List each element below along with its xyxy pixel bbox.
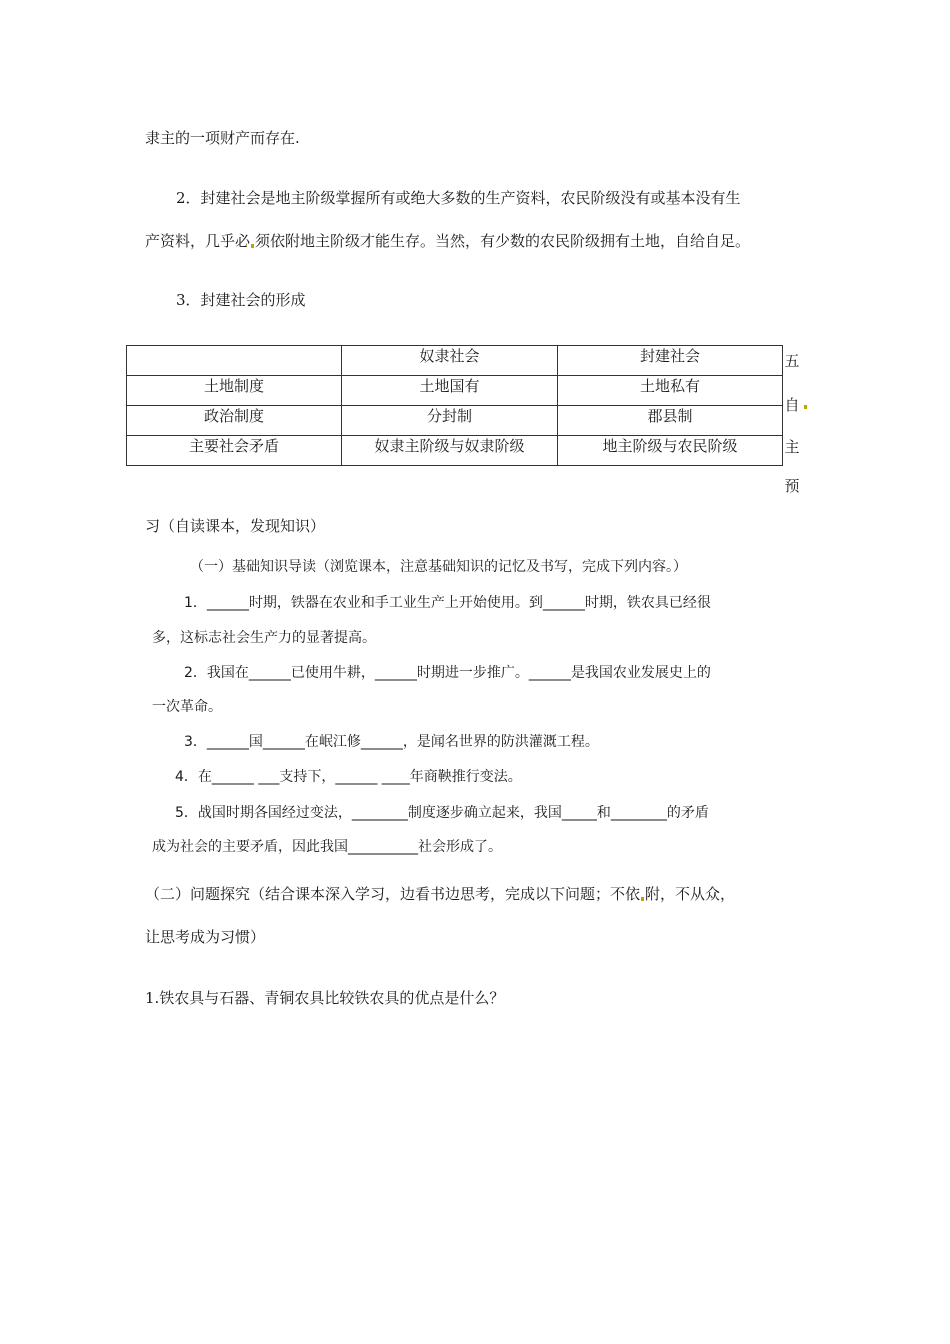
question-2-line-2: 一次革命。 xyxy=(152,699,222,715)
paragraph-2-line-1: 2．封建社会是地主阶级掌握所有或绝大多数的生产资料，农民阶级没有或基本没有生 xyxy=(176,189,741,207)
marker-dot-icon xyxy=(251,244,254,248)
table-cell: 土地私有 xyxy=(558,376,783,406)
self-study-heading-rest: 习（自读课本，发现知识） xyxy=(145,517,326,535)
side-char-3: 主 xyxy=(784,438,800,456)
table-cell: 地主阶级与农民阶级 xyxy=(558,436,783,466)
question-1-line-2: 多，这标志社会生产力的显著提高。 xyxy=(152,630,376,646)
paragraph-2-line-2-part-b: 须依附地主阶级才能生存。当然，有少数的农民阶级拥有土地，自给自足。 xyxy=(255,232,751,250)
side-char-2: 自 xyxy=(784,396,800,414)
table-row xyxy=(127,436,783,466)
table-header-cell xyxy=(127,346,342,376)
table-cell: 奴隶主阶级与奴隶阶级 xyxy=(342,436,558,466)
paragraph-2-line-2-part-a: 产资料，几乎必 xyxy=(145,232,251,250)
side-char-4: 预 xyxy=(784,477,800,495)
question-2-line-1: 2．我国在______已使用牛耕，______时期进一步推广。______是我国农业发展史上的 xyxy=(184,665,711,681)
marker-dot-icon xyxy=(804,405,807,409)
table-cell: 土地国有 xyxy=(342,376,558,406)
table-header-cell: 奴隶社会 xyxy=(342,346,558,376)
table-row xyxy=(127,376,783,406)
table-cell: 政治制度 xyxy=(127,406,342,436)
table-row xyxy=(127,406,783,436)
table-header-row xyxy=(127,346,783,376)
section-1-title: （一）基础知识导读（浏览课本，注意基础知识的记忆及书写，完成下列内容。） xyxy=(190,559,687,575)
table-cell: 土地制度 xyxy=(127,376,342,406)
section-2-line-2: 让思考成为习惯） xyxy=(145,928,266,946)
question-1-line-1: 1．______时期，铁器在农业和手工业生产上开始使用。到______时期，铁农具已经很 xyxy=(184,595,711,611)
table-cell: 分封制 xyxy=(342,406,558,436)
question-3: 3．______国______在岷江修______，是闻名世界的防洪灌溉工程。 xyxy=(184,734,599,750)
table-cell: 主要社会矛盾 xyxy=(127,436,342,466)
section-2-line-1-part-b: 附，不从众， xyxy=(645,885,736,903)
comparison-table xyxy=(126,345,783,466)
section-3-title: 3．封建社会的形成 xyxy=(176,291,306,309)
marker-dot-icon xyxy=(641,897,644,901)
table-header-cell: 封建社会 xyxy=(558,346,783,376)
table-cell: 郡县制 xyxy=(558,406,783,436)
question-4: 4．在______ ___支持下，______ ____年商鞅推行变法。 xyxy=(175,769,522,785)
question-5-line-1: 5．战国时期各国经过变法，________制度逐步确立起来，我国_____和________的矛盾 xyxy=(175,805,709,821)
question-iron-tools: 1.铁农具与石器、青铜农具比较铁农具的优点是什么？ xyxy=(145,989,505,1007)
section-2-line-1 xyxy=(145,884,735,904)
paragraph-2-line-2 xyxy=(145,231,750,251)
side-char-1: 五 xyxy=(784,352,800,370)
question-5-line-2: 成为社会的主要矛盾，因此我国__________社会形成了。 xyxy=(152,839,502,855)
intro-text: 隶主的一项财产而存在. xyxy=(145,129,300,147)
section-2-line-1-part-a: （二）问题探究（结合课本深入学习，边看书边思考，完成以下问题；不依 xyxy=(145,885,641,903)
